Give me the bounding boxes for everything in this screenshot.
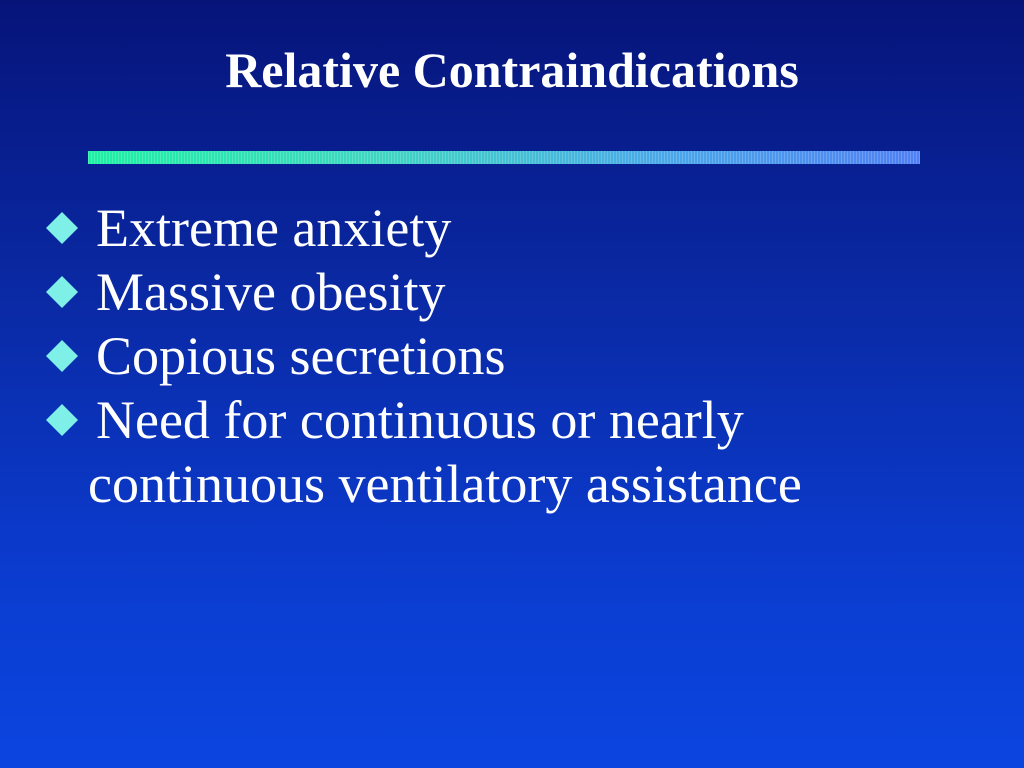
bullet-text: Extreme anxiety [96, 198, 452, 258]
diamond-icon [46, 404, 78, 436]
title-divider-bar [88, 151, 920, 164]
diamond-icon [46, 340, 78, 372]
slide-title: Relative Contraindications [225, 42, 799, 98]
bullet-item-4 [40, 388, 1000, 516]
bullet-item-2 [40, 260, 1000, 324]
diamond-icon [46, 212, 78, 244]
bullet-item-3 [40, 324, 1000, 388]
bullet-text-line-1: Need for continuous or nearly [96, 390, 744, 450]
bullet-text: Massive obesity [96, 262, 446, 322]
bullet-list [40, 196, 1000, 516]
bullet-text [88, 388, 1000, 516]
bullet-text-line-2: continuous ventilatory assistance [88, 454, 802, 514]
diamond-icon [46, 276, 78, 308]
bullet-text: Copious secretions [96, 326, 506, 386]
bullet-item-1 [40, 196, 1000, 260]
